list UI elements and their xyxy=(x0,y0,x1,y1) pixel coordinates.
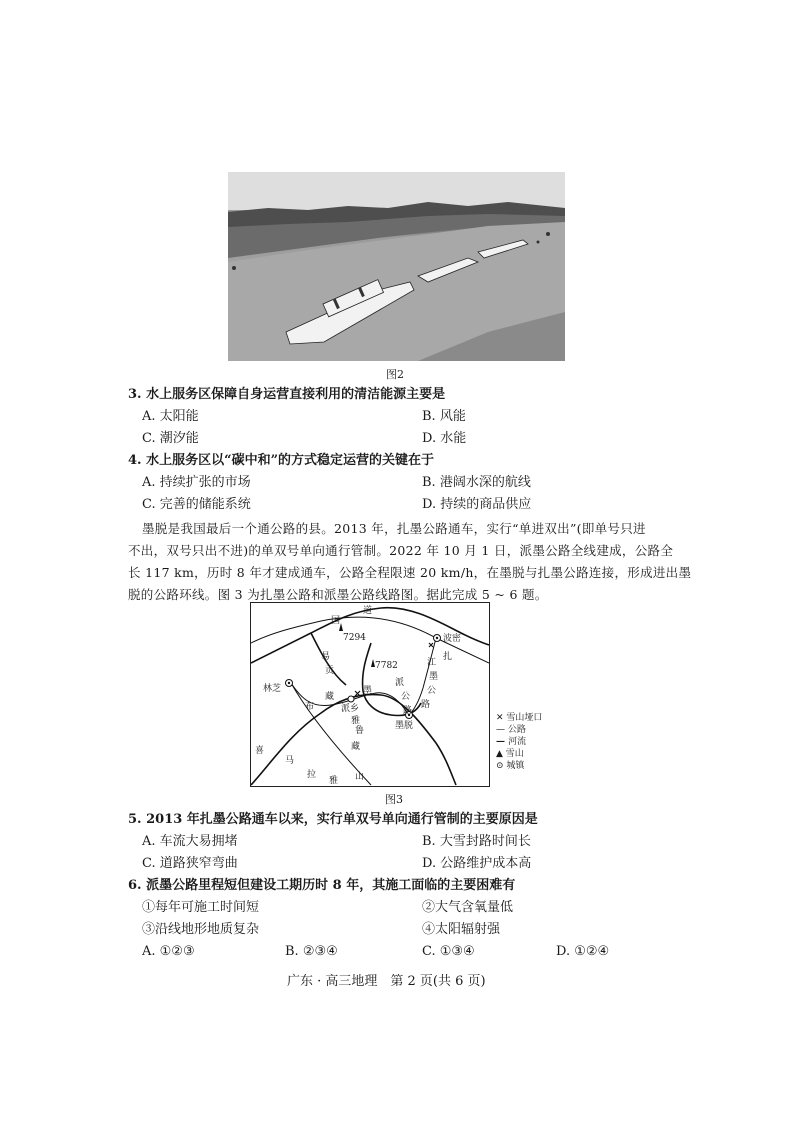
legend-road: — 公路 xyxy=(496,725,526,735)
town-icon: ⊙ xyxy=(496,761,507,771)
himalaya-char-4: 雅 xyxy=(329,776,339,786)
peak-7782-label: 7782 xyxy=(375,661,398,671)
town-motuo-label: 墨脱 xyxy=(395,721,414,731)
road-g318-char-2: 道 xyxy=(363,606,373,616)
snow-mountain-icon: ▲ xyxy=(496,749,506,759)
passage-line-1: 墨脱是我国最后一个通公路的县。2013 年，扎墨公路通车，实行“单进双出”(即单号只进 xyxy=(142,521,646,536)
q6-item-2: ②大气含氧量低 xyxy=(422,900,514,915)
q3-option-c[interactable]: C. 潮汐能 xyxy=(142,431,199,446)
town-bomi-label: 波密 xyxy=(443,634,462,644)
river-label-3: 藏 xyxy=(325,692,335,702)
peak-7294-label: 7294 xyxy=(343,633,366,643)
q5-option-c[interactable]: C. 道路狭窄弯曲 xyxy=(142,856,238,871)
pai-mo-road-char-1: 派 xyxy=(395,678,405,688)
pass-icon: ✕ xyxy=(496,713,507,723)
q6-option-a[interactable]: A. ①②③ xyxy=(142,944,195,959)
yarlung-char-2: 鲁 xyxy=(355,726,365,736)
himalaya-char-3: 拉 xyxy=(307,770,317,780)
yarlung-char-3: 藏 xyxy=(351,742,361,752)
zha-mo-road-char-2: 墨 xyxy=(429,672,439,682)
map-legend xyxy=(496,712,542,772)
q6-item-4: ④太阳辐射强 xyxy=(422,922,501,937)
legend-town: ⊙ 城镇 xyxy=(496,761,525,771)
q5-title: 5. 2013 年扎墨公路通车以来，实行单双号单向通行管制的主要原因是 xyxy=(128,812,538,827)
himalaya-char-5: 山 xyxy=(355,772,365,782)
pass-icon xyxy=(429,643,433,647)
passage-line-2: 不出，双号只出不进)的单双号单向通行管制。2022 年 10 月 1 日，派墨公路全线建成，公路全 xyxy=(128,543,674,558)
zha-mo-road-char-4: 路 xyxy=(421,700,431,710)
river-label-1: 易 xyxy=(321,652,331,662)
q3-option-d[interactable]: D. 水能 xyxy=(422,431,467,446)
pai-mo-road-char-4: 路 xyxy=(403,706,413,716)
q5-option-a[interactable]: A. 车流大易拥堵 xyxy=(142,834,238,849)
road-map-figure xyxy=(250,602,490,787)
figure2-caption: 图2 xyxy=(386,368,404,381)
road-g318-char-1: 国 xyxy=(331,616,341,626)
q6-option-b[interactable]: B. ②③④ xyxy=(285,944,338,959)
q6-title: 6. 派墨公路里程短但建设工期历时 8 年，其施工面临的主要困难有 xyxy=(128,878,516,893)
yarlung-char-1: 雅 xyxy=(351,716,361,726)
river-label-2: 贡 xyxy=(325,666,335,676)
q4-option-a[interactable]: A. 持续扩张的市场 xyxy=(142,475,251,490)
river-label-5: 江 xyxy=(427,658,437,668)
q6-option-d[interactable]: D. ①②④ xyxy=(556,944,610,959)
q3-option-b[interactable]: B. 风能 xyxy=(422,409,466,424)
pai-mo-road-char-2: 墨 xyxy=(363,686,373,696)
q4-option-d[interactable]: D. 持续的商品供应 xyxy=(422,497,532,512)
figure3-caption: 图3 xyxy=(385,793,403,806)
page-footer: 广东 · 高三地理 第 2 页(共 6 页) xyxy=(287,974,486,989)
q6-item-3: ③沿线地形地质复杂 xyxy=(142,922,260,937)
town-pai-label: 派乡 xyxy=(341,704,360,714)
q4-option-c[interactable]: C. 完善的储能系统 xyxy=(142,497,251,512)
q5-option-d[interactable]: D. 公路维护成本高 xyxy=(422,856,532,871)
river-line-icon: — xyxy=(496,737,509,747)
q5-option-b[interactable]: B. 大雪封路时间长 xyxy=(422,834,531,849)
river-label-4: 布 xyxy=(305,702,315,712)
pass-icon xyxy=(355,691,360,696)
pai-mo-road-char-3: 公 xyxy=(401,692,411,702)
q6-option-c[interactable]: C. ①③④ xyxy=(422,944,475,959)
passage-line-3: 长 117 km，历时 8 年才建成通车，公路全程限速 20 km/h，在墨脱与扎墨公路连接，形成进出墨 xyxy=(128,565,692,580)
q3-option-a[interactable]: A. 太阳能 xyxy=(142,409,199,424)
zha-mo-road-char-1: 扎 xyxy=(443,652,453,662)
legend-river: — 河流 xyxy=(496,737,527,747)
river-yarlung xyxy=(363,643,421,716)
q6-item-1: ①每年可施工时间短 xyxy=(142,900,260,915)
q3-title: 3. 水上服务区保障自身运营直接利用的清洁能源主要是 xyxy=(128,387,446,402)
himalaya-char-2: 马 xyxy=(285,756,295,766)
road-line-icon: — xyxy=(496,725,508,735)
town-linzhi-label: 林芝 xyxy=(263,684,282,694)
river-service-area-photo xyxy=(228,172,565,361)
passage-line-4: 脱的公路环线。图 3 为扎墨公路和派墨公路线路图。据此完成 5 ~ 6 题。 xyxy=(128,587,548,602)
q4-option-b[interactable]: B. 港阔水深的航线 xyxy=(422,475,531,490)
himalaya-char-1: 喜 xyxy=(255,746,265,756)
zha-mo-road-char-3: 公 xyxy=(427,686,437,696)
legend-snow-mountain: ▲ 雪山 xyxy=(496,749,524,759)
legend-pass: ✕ 雪山垭口 xyxy=(496,713,543,723)
q4-title: 4. 水上服务区以“碳中和”的方式稳定运营的关键在于 xyxy=(128,453,435,468)
